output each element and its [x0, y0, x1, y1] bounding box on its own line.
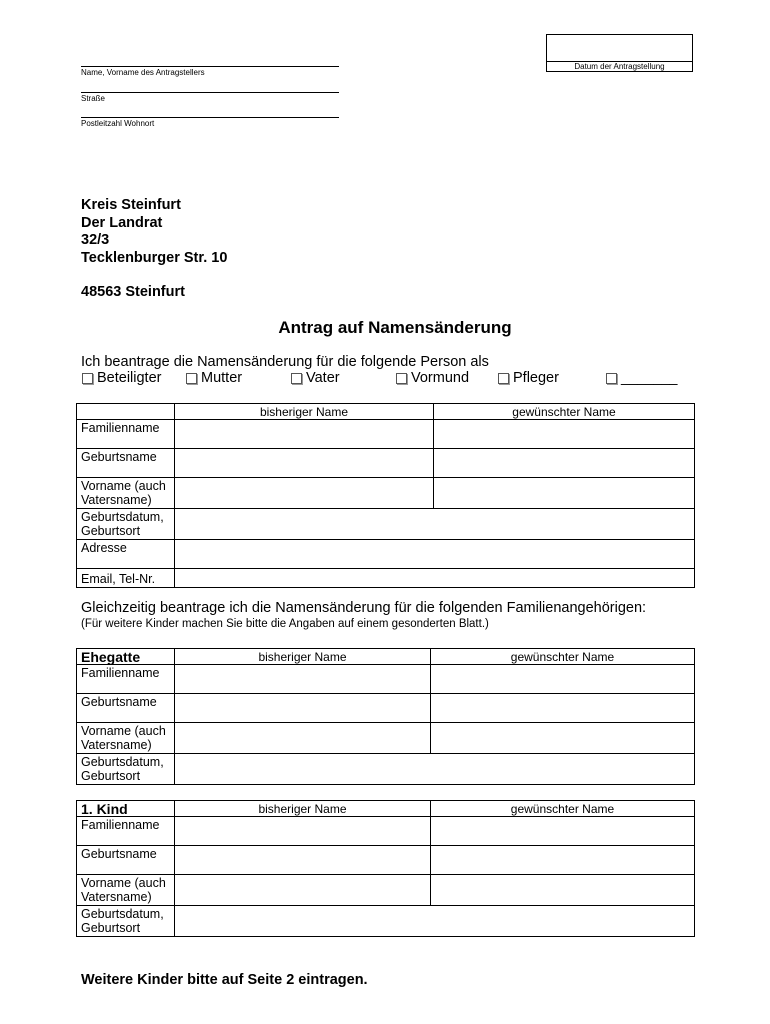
date-field[interactable]: [546, 34, 693, 72]
child-title: 1. Kind: [77, 801, 175, 817]
spouse-old-first-name-cell[interactable]: [175, 723, 431, 754]
child-old-first-name-cell[interactable]: [175, 875, 431, 906]
row-label: Familienname: [77, 817, 175, 846]
spouse-new-birth-name-cell[interactable]: [431, 694, 695, 723]
spouse-title: Ehegatte: [77, 649, 175, 665]
address-line: Kreis Steinfurt: [81, 197, 181, 213]
spouse-birth-date-place-cell[interactable]: [175, 754, 695, 785]
child-old-family-name-cell[interactable]: [175, 817, 431, 846]
checkbox-icon[interactable]: [606, 373, 617, 384]
row-label: Familienname: [77, 665, 175, 694]
column-new-name: gewünschter Name: [434, 404, 695, 420]
family-note: (Für weitere Kinder machen Sie bitte die Angaben auf einem gesonderten Blatt.): [81, 618, 489, 630]
checkbox-icon[interactable]: [396, 373, 407, 384]
street-label: Straße: [81, 94, 106, 103]
row-label: Geburtsdatum, Geburtsort: [77, 906, 175, 937]
row-label: Geburtsdatum, Geburtsort: [77, 754, 175, 785]
address-cell[interactable]: [175, 540, 695, 569]
row-label: Geburtsname: [77, 846, 175, 875]
spouse-new-first-name-cell[interactable]: [431, 723, 695, 754]
spouse-table: [76, 648, 695, 785]
spouse-old-birth-name-cell[interactable]: [175, 694, 431, 723]
new-birth-name-cell[interactable]: [434, 449, 695, 478]
postcode-label: Postleitzahl Wohnort: [81, 119, 155, 128]
footer-note: Weitere Kinder bitte auf Seite 2 eintragen.: [81, 972, 368, 988]
address-line: Der Landrat: [81, 214, 163, 231]
option-mutter[interactable]: Mutter: [186, 370, 242, 386]
address-line: 48563 Steinfurt: [81, 284, 185, 300]
spouse-new-family-name-cell[interactable]: [431, 665, 695, 694]
new-family-name-cell[interactable]: [434, 420, 695, 449]
row-label: Vorname (auch Vatersname): [77, 478, 175, 509]
child-birth-date-place-cell[interactable]: [175, 906, 695, 937]
column-old-name: bisheriger Name: [175, 801, 431, 817]
family-heading: Gleichzeitig beantrage ich die Namensänderung für die folgenden Familienangehörigen:: [81, 600, 647, 616]
option-other[interactable]: _______: [606, 370, 677, 386]
child-new-family-name-cell[interactable]: [431, 817, 695, 846]
child-table: [76, 800, 695, 937]
old-family-name-cell[interactable]: [175, 420, 434, 449]
intro-text: Ich beantrage die Namensänderung für die folgende Person als: [81, 354, 489, 370]
recipient-address: [81, 197, 227, 302]
applicant-name-line[interactable]: [81, 66, 339, 67]
checkbox-icon[interactable]: [82, 373, 93, 384]
child-new-first-name-cell[interactable]: [431, 875, 695, 906]
row-label: Familienname: [77, 420, 175, 449]
column-new-name: gewünschter Name: [431, 801, 695, 817]
spouse-old-family-name-cell[interactable]: [175, 665, 431, 694]
checkbox-icon[interactable]: [498, 373, 509, 384]
date-label: Datum der Antragstellung: [547, 61, 692, 71]
old-first-name-cell[interactable]: [175, 478, 434, 509]
row-label: Geburtsdatum, Geburtsort: [77, 509, 175, 540]
old-birth-name-cell[interactable]: [175, 449, 434, 478]
option-beteiligter[interactable]: Beteiligter: [82, 370, 161, 386]
row-label: Email, Tel-Nr.: [77, 569, 175, 588]
column-old-name: bisheriger Name: [175, 649, 431, 665]
row-label: Geburtsname: [77, 449, 175, 478]
column-new-name: gewünschter Name: [431, 649, 695, 665]
applicant-name-label: Name, Vorname des Antragstellers: [81, 68, 205, 77]
page-title: Antrag auf Namensänderung: [278, 318, 512, 337]
email-phone-cell[interactable]: [175, 569, 695, 588]
option-vater[interactable]: Vater: [291, 370, 340, 386]
row-label: Vorname (auch Vatersname): [77, 875, 175, 906]
row-label: Adresse: [77, 540, 175, 569]
column-old-name: bisheriger Name: [175, 404, 434, 420]
street-line[interactable]: [81, 92, 339, 93]
option-vormund[interactable]: Vormund: [396, 370, 469, 386]
postcode-line[interactable]: [81, 117, 339, 118]
child-old-birth-name-cell[interactable]: [175, 846, 431, 875]
birth-date-place-cell[interactable]: [175, 509, 695, 540]
row-label: Geburtsname: [77, 694, 175, 723]
address-line: 32/3: [81, 232, 110, 248]
checkbox-icon[interactable]: [291, 373, 302, 384]
checkbox-icon[interactable]: [186, 373, 197, 384]
option-pfleger[interactable]: Pfleger: [498, 370, 559, 386]
row-label: Vorname (auch Vatersname): [77, 723, 175, 754]
new-first-name-cell[interactable]: [434, 478, 695, 509]
address-line: Tecklenburger Str. 10: [81, 249, 228, 266]
child-new-birth-name-cell[interactable]: [431, 846, 695, 875]
main-person-table: [76, 403, 695, 588]
